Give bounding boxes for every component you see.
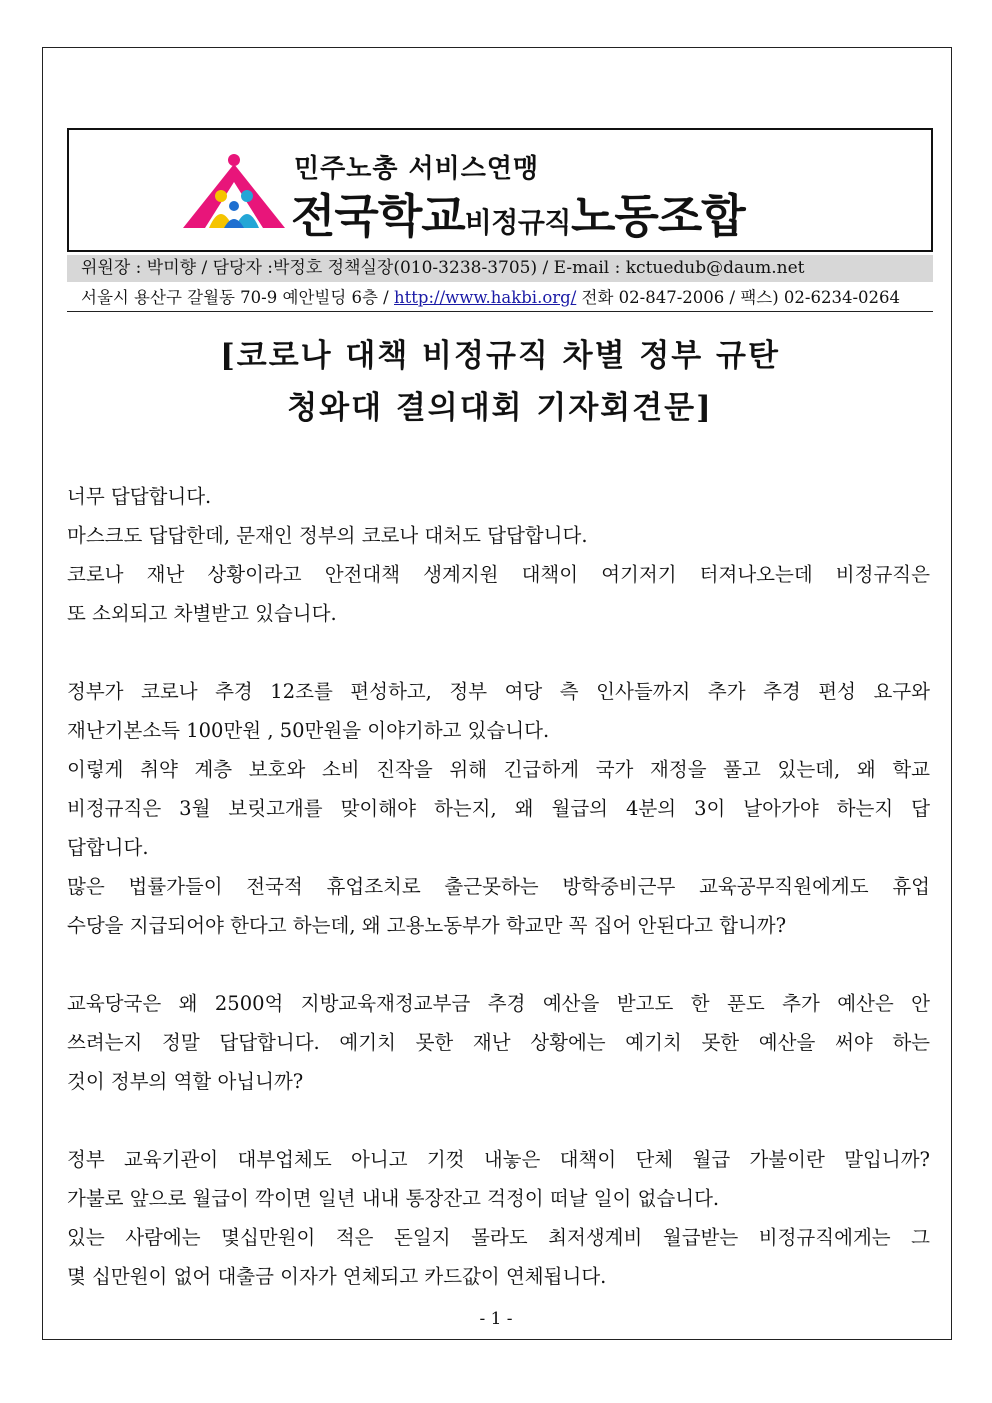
body-line: 비정규직은 3월 보릿고개를 맞이해야 하는지, 왜 월급의 4분의 3이 날아가야 하는지 답 [67, 797, 930, 820]
address-suffix: 전화 02-847-2006 / 팩스) 02-6234-0264 [581, 288, 901, 307]
title-line1: [코로나 대책 비정규직 차별 정부 규탄 [220, 338, 780, 374]
org-name-part-a: 전국학교 [291, 189, 465, 243]
body-line: 있는 사람에는 몇십만원이 적은 돈일지 몰라도 최저생계비 월급받는 비정규직에게는 그 [67, 1226, 930, 1249]
body-line: 가불로 앞으로 월급이 깍이면 일년 내내 통장잔고 걱정이 떠날 일이 없습니다. [67, 1187, 720, 1210]
body-text [67, 477, 930, 1296]
org-name-line2 [291, 180, 745, 246]
body-line: 정부가 코로나 추경 12조를 편성하고, 정부 여당 측 인사들까지 추가 추경 편성 요구와 [67, 680, 930, 703]
body-line: 너무 답답합니다. [67, 485, 212, 508]
body-line: 쓰려는지 정말 답답합니다. 예기치 못한 재난 상황에는 예기치 못한 예산을 써야 하는 [67, 1031, 930, 1054]
contact-bar: 위원장 : 박미향 / 담당자 :박정호 정책실장(010-3238-3705) / E-mail : kctuedub@daum.net [67, 255, 933, 282]
body-line: 정부 교육기관이 대부업체도 아니고 기껏 내놓은 대책이 단체 월급 가불이란 말입니까? [67, 1148, 930, 1171]
letterhead [67, 128, 933, 252]
address-line [67, 284, 933, 312]
body-line: 교육당국은 왜 2500억 지방교육재정교부금 추경 예산을 받고도 한 푼도 추가 예산은 안 [67, 992, 930, 1015]
org-name-line1: 민주노총 서비스연맹 [294, 154, 540, 184]
address-prefix: 서울시 용산구 갈월동 70-9 예안빌딩 6층 / [81, 288, 389, 307]
body-line: 답합니다. [67, 836, 149, 859]
website-link[interactable]: http://www.hakbi.org/ [394, 288, 577, 307]
org-name-part-c: 노동조합 [570, 189, 745, 243]
org-name-part-b: 비정규직 [464, 206, 571, 239]
body-line: 것이 정부의 역할 아닙니까? [67, 1070, 304, 1093]
body-line: 많은 법률가들이 전국적 휴업조치로 출근못하는 방학중비근무 교육공무직원에게도 휴업 [67, 875, 930, 898]
document-title [67, 330, 933, 434]
body-line: 또 소외되고 차별받고 있습니다. [67, 602, 337, 625]
body-line: 코로나 재난 상황이라고 안전대책 생계지원 대책이 여기저기 터져나오는데 비정규직은 [67, 563, 930, 586]
body-line: 수당을 지급되어야 한다고 하는데, 왜 고용노동부가 학교만 꼭 집어 안된다고 합니까? [67, 914, 787, 937]
body-line: 몇 십만원이 없어 대출금 이자가 연체되고 카드값이 연체됩니다. [67, 1265, 607, 1288]
body-line: 재난기본소득 100만원 , 50만원을 이야기하고 있습니다. [67, 719, 550, 742]
page-number: - 1 - [479, 1309, 513, 1329]
body-line: 이렇게 취약 계층 보호와 소비 진작을 위해 긴급하게 국가 재정을 풀고 있는데, 왜 학교 [67, 758, 930, 781]
title-line2: 청와대 결의대회 기자회견문] [287, 390, 713, 426]
body-line: 마스크도 답답한데, 문재인 정부의 코로나 대처도 답답합니다. [67, 524, 588, 547]
union-logo-icon [179, 152, 289, 232]
